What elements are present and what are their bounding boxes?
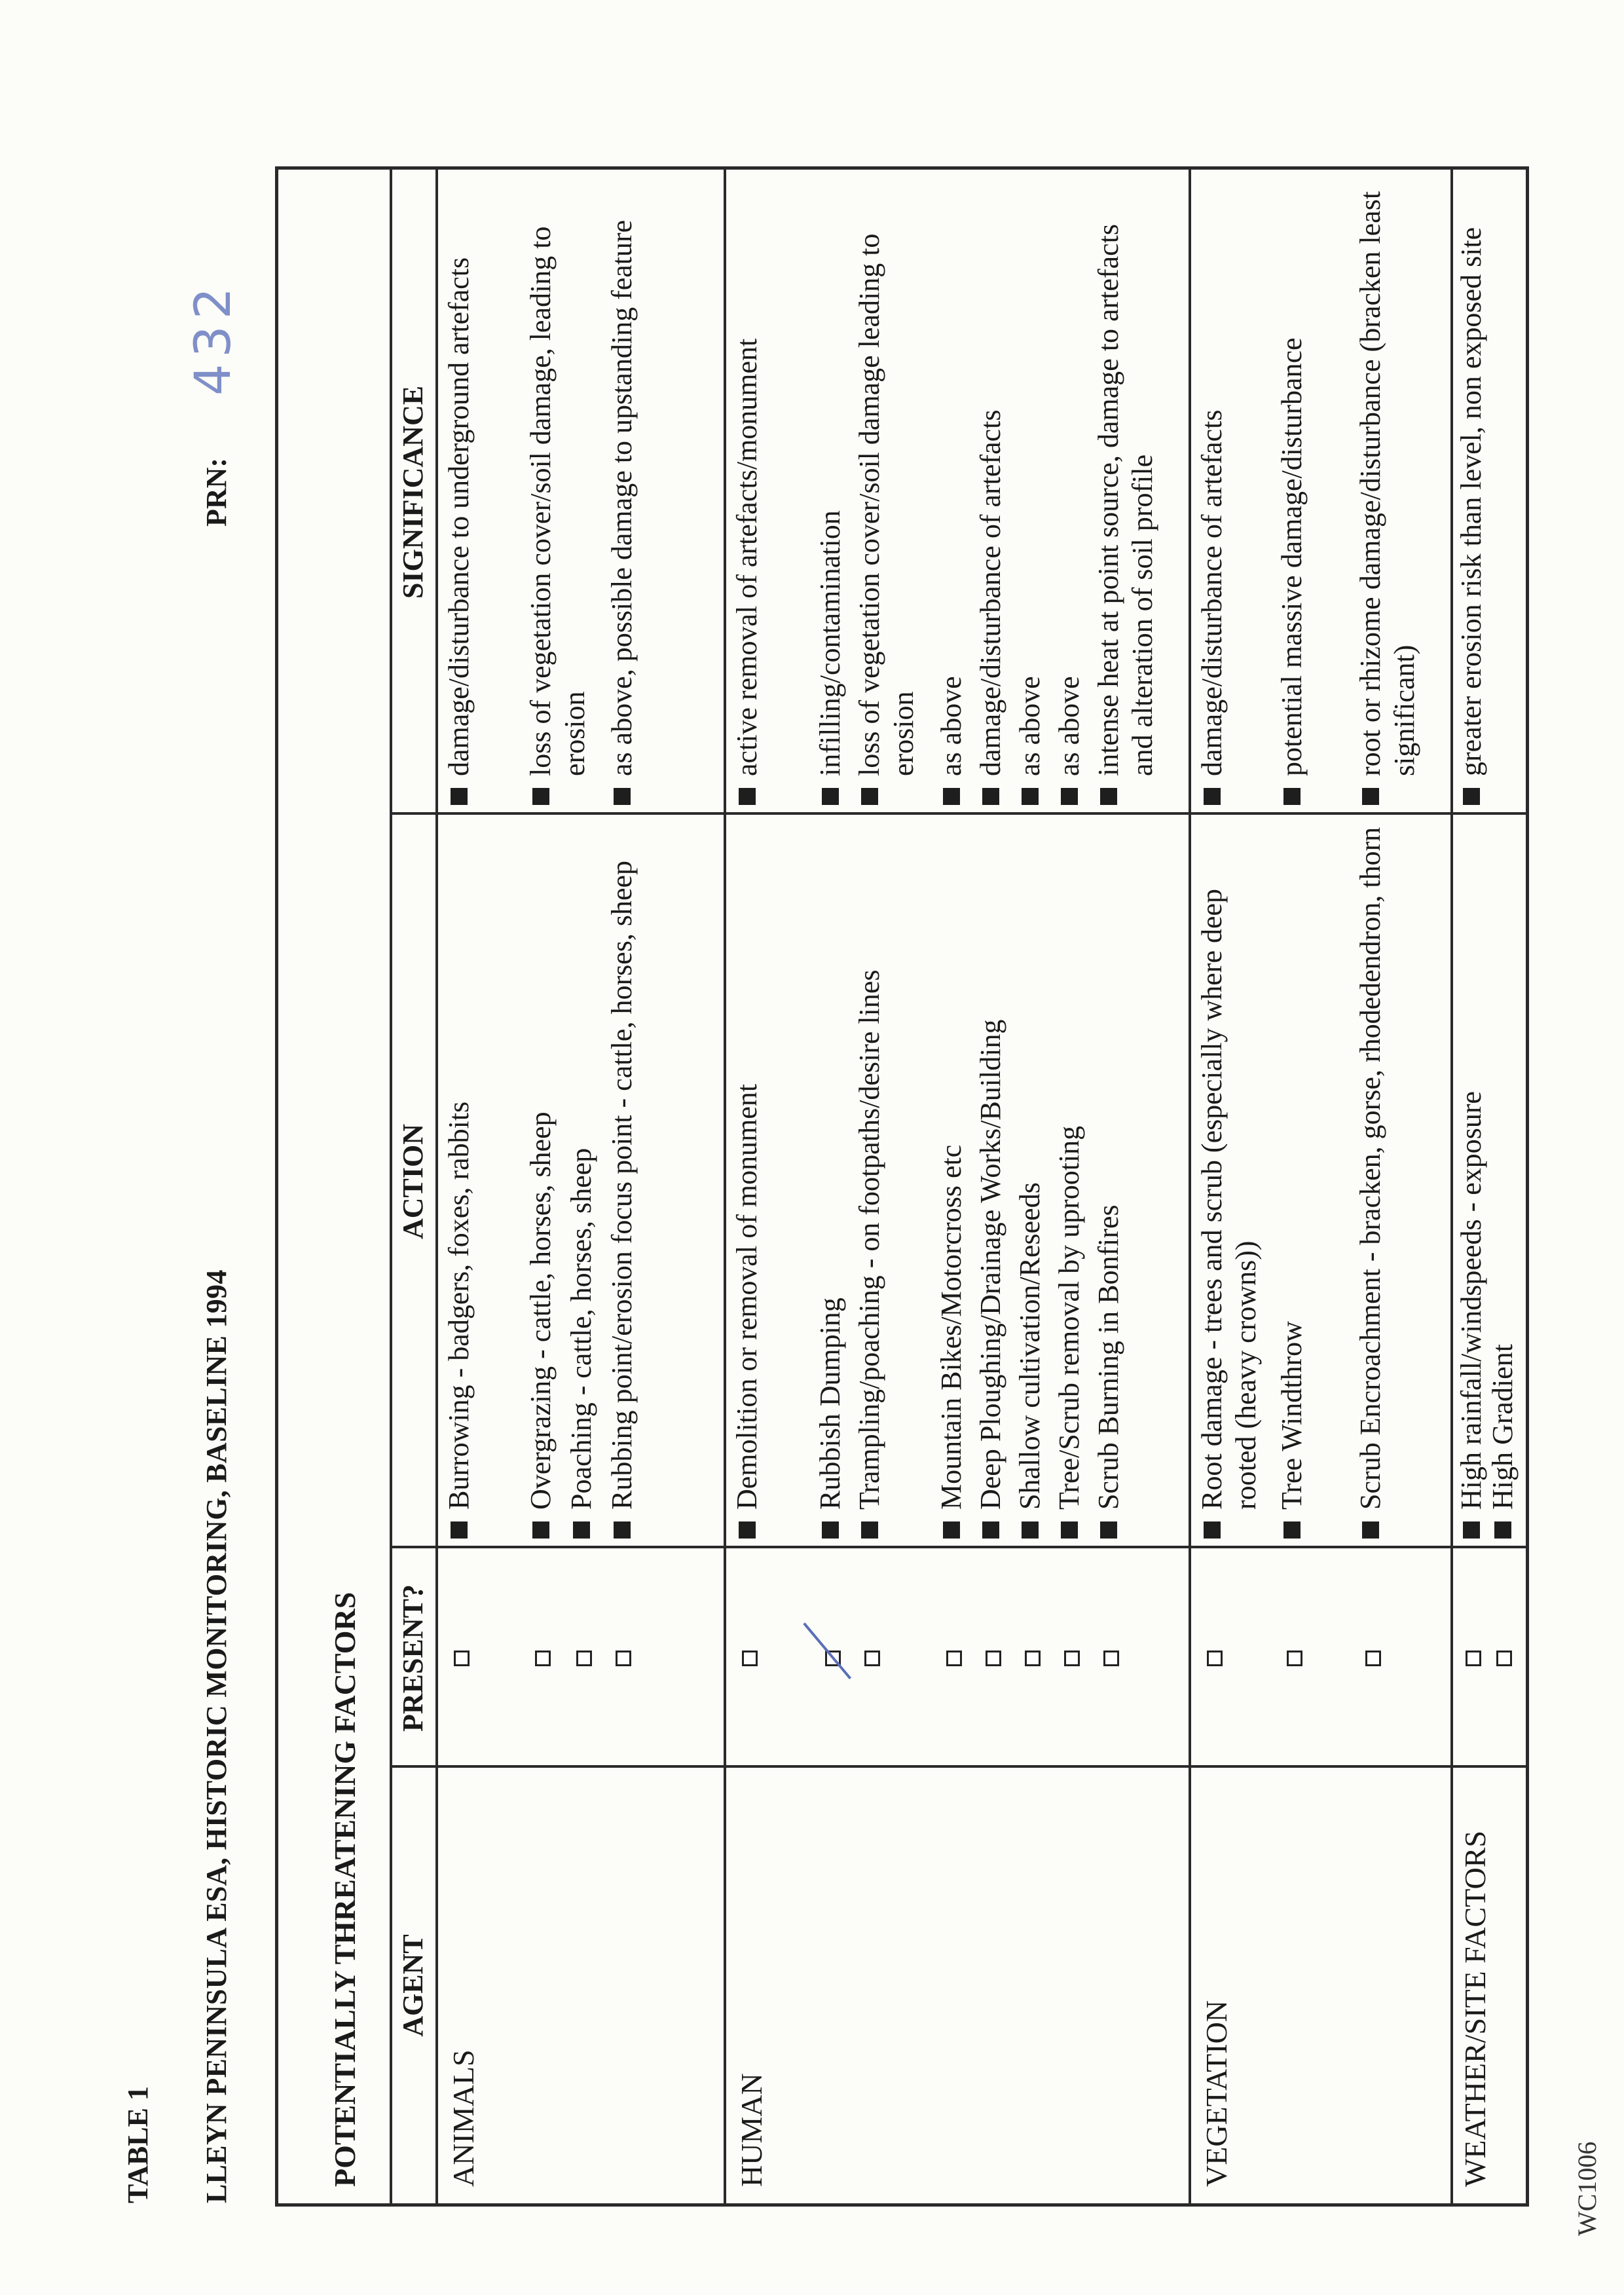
action-item: Deep Ploughing/Drainage Works/Building xyxy=(974,825,1008,1539)
significance-item: damage/disturbance of artefacts xyxy=(1195,176,1229,805)
present-checkbox[interactable] xyxy=(1064,1651,1080,1666)
action-item: Mountain Bikes/Motorcross etc xyxy=(934,825,969,1539)
present-checkbox[interactable] xyxy=(986,1651,1001,1666)
significance-item: loss of vegetation cover/soil damage, leading to erosion xyxy=(524,176,592,805)
footer-code: WC1006 xyxy=(1572,2141,1602,2236)
action-item: Trampling/poaching - on footpaths/desire lines xyxy=(853,825,887,1539)
action-item: Demolition or removal of monument xyxy=(730,825,764,1539)
col-header-action: ACTION xyxy=(397,1123,429,1240)
action-item: Overgrazing - cattle, horses, sheep xyxy=(524,825,558,1539)
agent-human: HUMAN xyxy=(735,2073,768,2187)
significance-item: loss of vegetation cover/soil damage leading to erosion xyxy=(853,176,921,805)
prn-label: PRN: xyxy=(200,457,232,527)
present-checkbox[interactable] xyxy=(946,1651,962,1666)
agent-animals: ANIMALS xyxy=(447,2049,480,2187)
table-label: TABLE 1 xyxy=(122,2086,154,2203)
handwritten-tick-mark xyxy=(803,1622,851,1679)
present-checkbox[interactable] xyxy=(1025,1651,1041,1666)
significance-item: root or rhizome damage/disturbance (bracken least significant) xyxy=(1354,176,1422,805)
present-checkbox[interactable] xyxy=(576,1651,592,1666)
present-checkbox[interactable] xyxy=(535,1651,551,1666)
present-checkbox[interactable] xyxy=(1466,1651,1481,1666)
significance-item: intense heat at point source, damage to artefacts and alteration of soil profile xyxy=(1092,196,1160,805)
col-header-agent: AGENT xyxy=(397,1934,429,2037)
action-item: Root damage - trees and scrub (especially where deep rooted (heavy crowns)) xyxy=(1195,825,1263,1539)
action-item: Rubbish Dumping xyxy=(813,825,847,1539)
action-item: Tree/Scrub removal by uprooting xyxy=(1052,825,1086,1539)
significance-item: active removal of artefacts/monument xyxy=(730,176,764,805)
significance-item: potential massive damage/disturbance xyxy=(1275,176,1309,805)
action-item: High rainfall/windspeeds - exposure xyxy=(1454,825,1488,1539)
present-checkbox[interactable] xyxy=(1287,1651,1302,1666)
significance-item: as above xyxy=(1052,176,1086,805)
present-checkbox[interactable] xyxy=(1207,1651,1223,1666)
row-rule-3 xyxy=(1450,170,1453,2203)
header-rule-bottom xyxy=(435,170,438,2203)
threat-factors-table xyxy=(275,166,1529,2207)
col-divider-3 xyxy=(390,812,1526,815)
col-header-present: PRESENT? xyxy=(397,1584,429,1732)
present-checkbox[interactable] xyxy=(1496,1651,1512,1666)
col-divider-2 xyxy=(390,1546,1526,1548)
significance-item: damage/disturbance to underground artefacts xyxy=(442,176,476,805)
col-header-significance: SIGNIFICANCE xyxy=(397,385,429,599)
significance-item: as above xyxy=(934,176,969,805)
action-item: Burrowing - badgers, foxes, rabbits xyxy=(442,825,476,1539)
action-item: Scrub Burning in Bonfires xyxy=(1092,825,1126,1539)
action-item: Scrub Encroachment - bracken, gorse, rhodedendron, thorn xyxy=(1354,825,1388,1539)
action-item: High Gradient xyxy=(1486,825,1520,1539)
row-rule-2 xyxy=(1189,170,1191,2203)
action-item: Poaching - cattle, horses, sheep xyxy=(564,825,599,1539)
document-heading: LLEYN PENINSULA ESA, HISTORIC MONITORING, BASELINE 1994 xyxy=(200,1269,232,2203)
present-checkbox[interactable] xyxy=(454,1651,470,1666)
agent-weather-site-factors: WEATHER/SITE FACTORS xyxy=(1458,1831,1492,2187)
significance-item: as above xyxy=(1013,176,1047,805)
significance-item: damage/disturbance of artefacts xyxy=(974,176,1008,805)
action-item: Shallow cultivation/Reseeds xyxy=(1013,825,1047,1539)
action-item: Rubbing point/erosion focus point - cattle, horses, sheep xyxy=(605,844,639,1539)
present-checkbox[interactable] xyxy=(1103,1651,1119,1666)
action-item: Tree Windthrow xyxy=(1275,825,1309,1539)
present-checkbox[interactable] xyxy=(616,1651,631,1666)
present-checkbox[interactable] xyxy=(742,1651,758,1666)
present-checkbox[interactable] xyxy=(864,1651,880,1666)
present-checkbox[interactable] xyxy=(1365,1651,1381,1666)
section-title: POTENTIALLY THREATENING FACTORS xyxy=(328,1592,361,2187)
header-rule-top xyxy=(390,170,392,2203)
col-divider-1 xyxy=(390,1765,1526,1768)
significance-item: infilling/contamination xyxy=(813,176,847,805)
significance-item: as above, possible damage to upstanding feature xyxy=(605,176,639,805)
prn-handwritten-value: 432 xyxy=(183,280,242,396)
significance-item: greater erosion risk than level, non exposed site xyxy=(1454,176,1488,805)
row-rule-1 xyxy=(724,170,726,2203)
agent-vegetation: VEGETATION xyxy=(1200,2000,1233,2187)
